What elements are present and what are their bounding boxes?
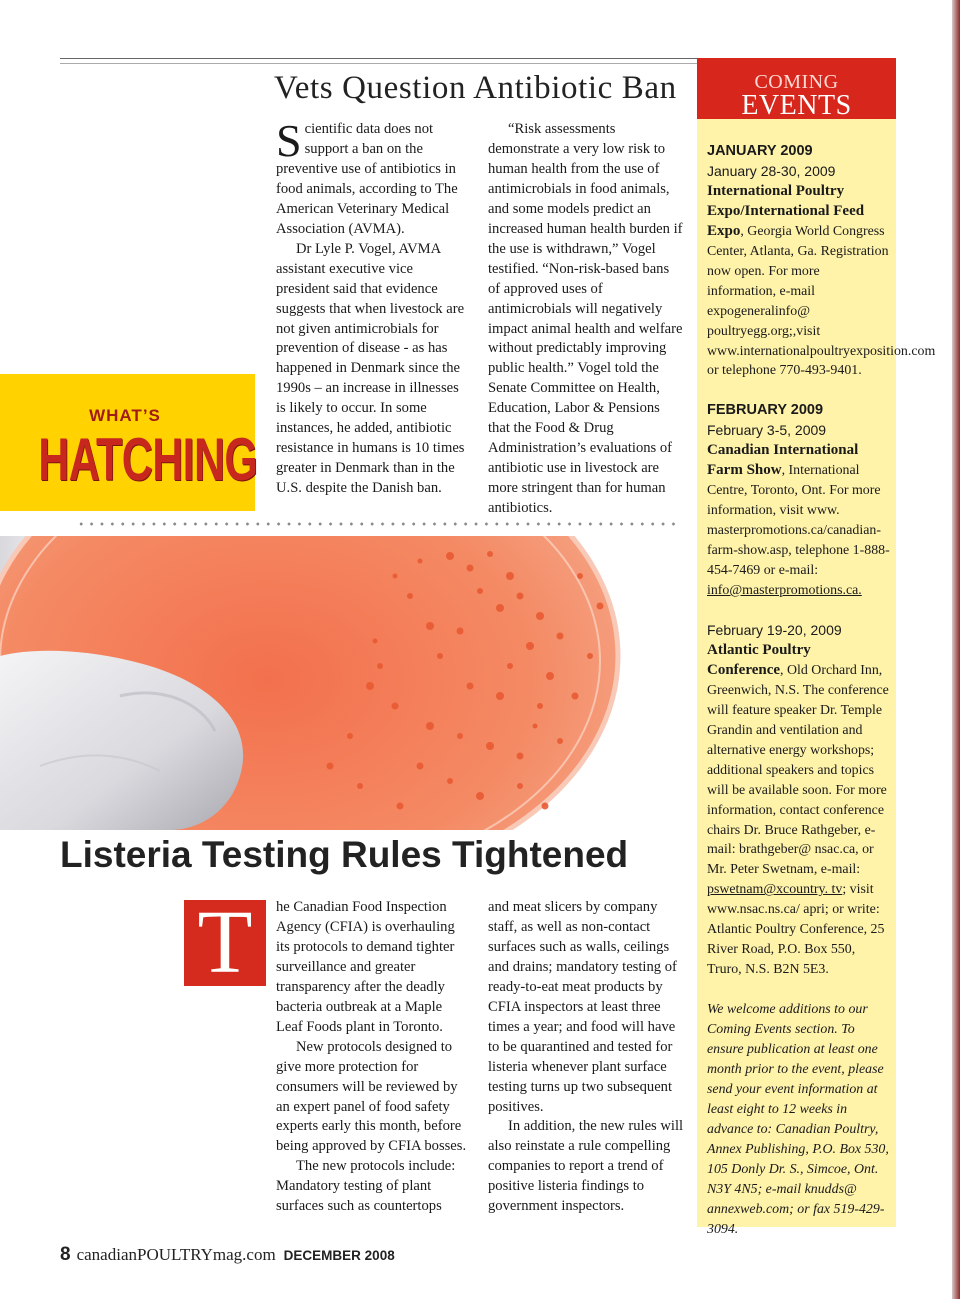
article2-paragraph-4: and meat slicers by company staff, as well as non-contact surfaces such as walls, ceilings and drains; mandatory testing of ready-to-eat meat products by CFIA inspectors at least three times a year; and food will have to be quarantined and tested for listeria whenever plant surface testing turns up two subsequent positives. [488,899,677,1115]
article1-paragraph-3: “Risk assessments demonstrate a very low risk to human health from the use of antimicrobials in food animals, and some models predict an increased human health burden if the use is withdrawn,” Vogel testified. “Non-risk-based bans of approved uses of antimicrobials will negatively impact animal health and welfare without predictably improving public health.” Vogel told the Senate Committee on Health, Education, Labor & Pensions that the Food & Drug Administration’s evaluations of antibiotic use in livestock are more stringent than for human antibiotics. [488,121,683,517]
event-farm-show [707,441,890,601]
petri-dish-photo [0,536,690,830]
page-number: 8 [60,1244,71,1265]
article1-column-2 [488,120,684,519]
article2-paragraph-5: In addition, the new rules will also reinstate a rule compelling companies to report a trend of positive listeria findings to government inspectors. [488,1118,684,1215]
top-rule [60,58,700,59]
coming-events-title-small: COMING [754,71,839,93]
events-list [707,142,936,1240]
event-email-apc[interactable]: pswetnam@xcountry. tv [707,882,843,898]
submission-note: We welcome additions to our Coming Events section. To ensure publication at least one month prior to the event, please send your event information at least eight to 12 weeks in advance to: Canadian Poultry, Annex Publishing, P.O. Box 530, 105 Donly Dr. S., Simcoe, Ont. N3Y 4N5; e-mail knudds@ annexweb.com; or fax 519-429-3094. [707,1002,889,1237]
article2-paragraph-2: New protocols designed to give more protection for consumers will be reviewed by an expert panel of food safety experts early this month, before being approved by CFIA bosses. [276,1038,467,1155]
page-edge-shadow [952,0,960,1299]
article2-paragraph-1: he Canadian Food Inspection Agency (CFIA) is overhauling its protocols to demand tighter surveillance and greater transparency after the deadly bacteria outbreak at a Maple Leaf Foods plant in Toronto. [276,899,455,1035]
article1-headline: Vets Question Antibiotic Ban [274,70,677,106]
event-email-farm-show[interactable]: info@masterpromotions.ca. [707,583,862,599]
event-name-farm-show: Canadian International Farm Show [707,442,859,479]
event-month-february: FEBRUARY 2009 [707,402,824,419]
section-label-small: WHAT’S [89,406,161,425]
event-month-january: JANUARY 2009 [707,143,813,159]
event-ipe [707,182,936,382]
article2-headline: Listeria Testing Rules Tightened [60,834,629,875]
event-dates-ipe: January 28-30, 2009 [707,162,836,179]
article1-column-1 [276,115,468,499]
article2-column-1 [276,898,468,1217]
event-details-farm-show: , International Centre, Toronto, Ont. For more information, visit www. masterpromotions.ca/canadian-farm-show.asp, telephone 1-888-454-7469 or e-mail: [707,463,890,579]
section-label-big: HATCHING [38,426,258,493]
coming-events-title-big: EVENTS [741,90,852,121]
article2-paragraph-3: The new protocols include: Mandatory testing of plant surfaces such as countertops [276,1158,456,1215]
page-footer [60,1244,560,1266]
event-details-apc: , Old Orchard Inn, Greenwich, N.S. The conference will feature speaker Dr. Temple Grandin and ventilation and alternative energy workshops; additional speakers and topics will be available soon. For more information, contact conference chairs Dr. Bruce Rathgeber, e-mail: brathgeber@ nsac.ca, or Mr. Peter Swetnam, e-mail: [707,662,889,878]
event-apc [707,641,890,980]
event-dates-apc: February 19-20, 2009 [707,621,842,638]
event-name-ipe: International Poultry Expo/International Feed Expo [707,182,865,239]
event-details-apc-2: ; visit www.nsac.ns.ca/ apri; or write: Atlantic Poultry Conference, 25 River Road, P.O. Box 550, Truro, N.S. B2N 5E3. [707,882,885,978]
event-details-ipe: , Georgia World Congress Center, Atlanta, Ga. Registration now open. For more information, e-mail expogeneralinfo@ poultryegg.org;,visit www.internationalpoultryexposition.com or telephone 770-493-9401. [707,223,936,379]
footer-date: DECEMBER 2008 [283,1248,395,1263]
event-dates-farm-show: February 3-5, 2009 [707,422,827,439]
event-name-apc: Atlantic Poultry Conference [707,641,811,678]
article1-paragraph-2: Dr Lyle P. Vogel, AVMA assistant executive vice president said that evidence suggests that when livestock are not given antimicrobials for prevention of disease - as has happened in Denmark since the 1990s – an increase in illnesses is likely to occur. In some instances, he added, antibiotic resistance in humans is 10 times greater in Denmark than in the U.S. despite the Danish ban. [276,240,465,497]
footer-website: canadianPOULTRYmag.com [76,1245,276,1264]
article2-dropcap: T [184,900,266,986]
article1-paragraph-1 [276,115,468,240]
top-rule-secondary [60,63,700,64]
article1-dropcap: S [276,115,302,166]
dotted-divider [76,520,680,528]
article2-column-2 [488,898,684,1217]
article1-paragraph-1-text: cientific data does not support a ban on the preventive use of antibiotics in food animals, according to The American Veterinary Medical Association (AVMA). [276,121,458,237]
